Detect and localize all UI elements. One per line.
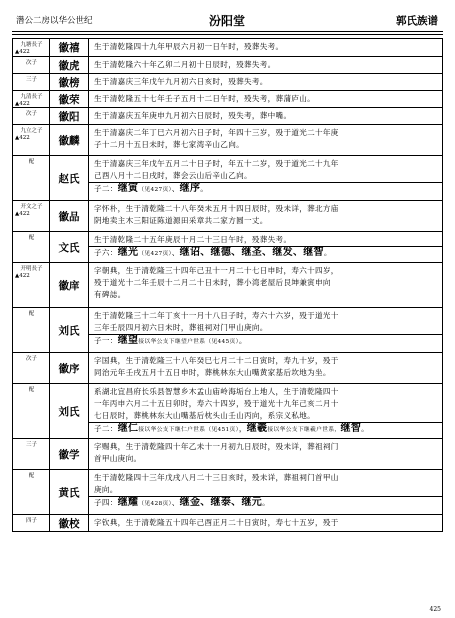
relation-cell: [13, 263, 50, 307]
relation-label: 四子: [25, 518, 37, 524]
biography-line: 同治元年壬戌五月十五日申时，葬桃林东大山嘴黄家基后坎地为坐。: [94, 368, 331, 377]
table-row: [13, 124, 442, 155]
child-name: 继羲: [246, 423, 268, 434]
biography-line: 生于清乾隆四十三年戊戌八月二十三日亥时，殁未详，葬祖祠门首甲山: [94, 473, 339, 482]
biography-line: 生于清乾隆六十年乙卯二月初十日辰时，殁葬失考。: [94, 60, 276, 69]
children-text: 、: [171, 248, 180, 257]
child-name: 继金、继泰、继元: [179, 497, 263, 508]
relation-cell: [13, 439, 50, 469]
biography-cell: [89, 91, 442, 107]
page-ref-marker: ▲422: [15, 101, 30, 107]
child-name: 继光: [117, 247, 139, 258]
person-name: 赵氏: [50, 156, 89, 200]
biography-cell: [89, 384, 442, 438]
children-text: 、: [171, 184, 180, 193]
page-ref-marker: ▲422: [15, 49, 30, 55]
biography-line: 生于清嘉庆三年戊午五月二十日子时，年五十二岁，殁于道光二十九年: [94, 159, 339, 168]
relation-label: 配: [28, 473, 35, 479]
children-line: [94, 335, 438, 348]
children-text: 子六：: [94, 248, 118, 257]
page-number: 425: [429, 606, 441, 613]
person-name: 徽麟: [50, 125, 89, 155]
table-row: [13, 514, 442, 531]
page-ref-marker: ▲422: [15, 273, 30, 279]
header-rule-thick: [12, 31, 443, 32]
child-name: 继智: [340, 423, 362, 434]
biography-line: 一年丙申六月二十五日卯时，寿六十四岁，殁于道光十九年己亥二月十: [94, 399, 339, 408]
biography-cell: [89, 201, 442, 231]
relation-cell: [13, 156, 50, 200]
cross-reference: （见427页）: [138, 251, 172, 257]
children-text: 、: [171, 498, 180, 507]
biography-line: 庚向。: [94, 485, 118, 494]
biography-line: 字怀朴，生于清乾隆二十八年癸未五月十四日辰时，殁未详，葬北方庙: [94, 204, 339, 213]
relation-cell: [13, 384, 50, 438]
biography-line: 殁于道光十二年壬辰十二月二十日未时，葬小湾老屋后艮坤兼寅申向: [94, 278, 331, 287]
relation-cell: [13, 308, 50, 352]
biography-cell: [89, 125, 442, 155]
child-name: 继耀: [117, 497, 139, 508]
children-text: 。: [238, 336, 247, 345]
table-row: [13, 469, 442, 514]
table-row: [13, 90, 442, 107]
biography-line: 字赐典，生于清乾隆四十年乙未十一月初九日辰时，殁未详，葬祖祠门: [94, 442, 339, 451]
biography-line: 己酉八月十二日戌时，葬会云山后辛山乙向。: [94, 171, 252, 180]
child-name: 继诏、继德、继圣、继发、继智: [179, 247, 324, 258]
biography-cell: [89, 308, 442, 352]
person-name: 徽阳: [50, 108, 89, 124]
children-text: 。: [361, 424, 370, 433]
biography-cell: [89, 232, 442, 262]
person-name: 徽庠: [50, 263, 89, 307]
children-text: 子二：: [94, 424, 118, 433]
biography-cell: [89, 470, 442, 514]
cross-reference: 接以华公支下继仁户世系（见451页）: [138, 427, 239, 433]
relation-cell: [13, 74, 50, 90]
children-text: 子一：: [94, 336, 118, 345]
table-row: [13, 262, 442, 307]
person-name: 刘氏: [50, 384, 89, 438]
relation-label: 九立之子: [20, 128, 43, 134]
person-name: 徽榜: [50, 74, 89, 90]
relation-label: 配: [28, 159, 35, 165]
children-text: 。: [323, 248, 332, 257]
header-genealogy-title: 郭氏族谱: [396, 15, 438, 27]
person-name: 徽序: [50, 353, 89, 383]
biography-cell: [89, 57, 442, 73]
person-name: 徽荣: [50, 91, 89, 107]
person-name: 徽虎: [50, 57, 89, 73]
relation-cell: [13, 108, 50, 124]
biography-line: 字钦典，生于清乾隆五十四年己酉正月二十日寅时，寿七十五岁，殁于: [94, 518, 339, 527]
genealogy-table: [12, 38, 443, 532]
biography-line: 生于清嘉庆三年戊午九月初六日亥时，殁葬失考。: [94, 77, 268, 86]
table-row: [13, 352, 442, 383]
biography-line: 有碑誌。: [94, 290, 126, 299]
children-text: 。: [200, 184, 209, 193]
biography-line: 生于清乾隆四十九年甲辰六月初一日午时，殁葬失考。: [94, 42, 284, 51]
biography-line: 生于清乾隆三十二年丁亥十一月十八日子时，寿六十六岁，殁于道光十: [94, 311, 339, 320]
relation-label: 三子: [25, 77, 37, 83]
children-line: [94, 247, 438, 260]
relation-cell: [13, 57, 50, 73]
relation-label: 次子: [25, 111, 37, 117]
person-name: 徽校: [50, 515, 89, 531]
person-name: 刘氏: [50, 308, 89, 352]
children-text: ，: [238, 424, 247, 433]
biography-line: 生于清嘉庆二年丁巳六月初六日子时，年四十三岁，殁于道光二十年庚: [94, 128, 339, 137]
biography-cell: [89, 39, 442, 56]
relation-cell: [13, 91, 50, 107]
biography-line: 七日辰时，葬桃林东大山嘴基后枕头山壬山丙向，系宗义私地。: [94, 411, 316, 420]
page-ref-marker: ▲422: [15, 135, 30, 141]
relation-label: 开文之子: [20, 204, 43, 210]
person-name: 文氏: [50, 232, 89, 262]
page-header: [6, 12, 448, 30]
relation-label: 九塘長子: [20, 42, 43, 48]
table-row: [13, 107, 442, 124]
person-name: 徽学: [50, 439, 89, 469]
relation-label: 配: [28, 235, 35, 241]
relation-label: 配: [28, 311, 35, 317]
table-row: [13, 155, 442, 200]
children-text: 。: [262, 498, 270, 507]
children-line: [94, 183, 438, 196]
biography-line: 生于清嘉庆五年庚申九月初六日辰时，殁失考，葬中嘴。: [94, 111, 292, 120]
biography-cell: [89, 439, 442, 469]
relation-cell: [13, 39, 50, 56]
biography-cell: [89, 353, 442, 383]
biography-cell: [89, 74, 442, 90]
table-row: [13, 438, 442, 469]
biography-cell: [89, 108, 442, 124]
table-row: [13, 39, 442, 56]
child-name: 继望: [117, 335, 139, 346]
biography-cell: [89, 515, 442, 531]
header-branch-title: 濳公二房以华公世纪: [16, 16, 93, 26]
relation-label: 三子: [25, 442, 37, 448]
relation-cell: [13, 232, 50, 262]
table-row: [13, 73, 442, 90]
biography-cell: [89, 263, 442, 307]
child-name: 继仁: [117, 423, 139, 434]
cross-reference: （见428页）: [138, 501, 172, 507]
biography-line: 生于清乾隆二十五年庚辰十月二十三日午时，殁葬失考。: [94, 235, 292, 244]
biography-line: 字朝典，生于清乾隆三十四年己丑十一月二十七日申时，寿六十四岁，: [94, 266, 339, 275]
children-text: 子二：: [94, 184, 118, 193]
table-row: [13, 383, 442, 438]
relation-label: 配: [28, 387, 35, 393]
biography-cell: [89, 156, 442, 200]
child-name: 继寅: [117, 183, 139, 194]
person-name: 徽禧: [50, 39, 89, 56]
biography-line: 系湖北宜昌府长乐县智慧乡木孟山庙岭海垢台上地人，生于清乾隆四十: [94, 387, 339, 396]
child-name: 继序: [179, 183, 201, 194]
relation-cell: [13, 470, 50, 514]
table-row: [13, 231, 442, 262]
biography-line: 三年壬辰四月初六日未时，葬祖祠对门甲山庚向。: [94, 323, 268, 332]
biography-line: 阴地卖主木三阳证陈道源田采章共二家方圆一丈。: [94, 216, 268, 225]
children-line: [94, 497, 438, 510]
person-name: 黄氏: [50, 470, 89, 514]
relation-cell: [13, 201, 50, 231]
table-row: [13, 307, 442, 352]
relation-cell: [13, 515, 50, 531]
relation-label: 开明長子: [20, 266, 43, 272]
table-row: [13, 200, 442, 231]
children-text: 子四：: [94, 498, 118, 507]
table-row: [13, 56, 442, 73]
page-ref-marker: ▲422: [15, 211, 30, 217]
biography-line: 字国典，生于清乾隆三十八年癸巳七月二十二日寅时，寿九十岁，殁于: [94, 356, 339, 365]
header-rule-thin: [12, 34, 443, 35]
relation-label: 九清長子: [20, 94, 43, 100]
relation-label: 次子: [25, 356, 37, 362]
biography-line: 首甲山庚向。: [94, 454, 142, 463]
cross-reference: 接以华公支下继羲户世系，: [267, 427, 341, 433]
person-name: 徽品: [50, 201, 89, 231]
children-line: [94, 423, 438, 436]
biography-line: 子十二月十五日未时，葬七家湾辛山乙向。: [94, 140, 244, 149]
relation-cell: [13, 125, 50, 155]
relation-cell: [13, 353, 50, 383]
cross-reference: 接以华公支下继望户世系（见445页）: [138, 339, 239, 345]
relation-label: 次子: [25, 60, 37, 66]
biography-line: 生于清乾隆五十七年壬子五月十二日午时，殁失考，葬蒲庐山。: [94, 94, 316, 103]
header-hall-name: 汾阳堂: [208, 14, 245, 28]
cross-reference: （见427页）: [138, 187, 172, 193]
